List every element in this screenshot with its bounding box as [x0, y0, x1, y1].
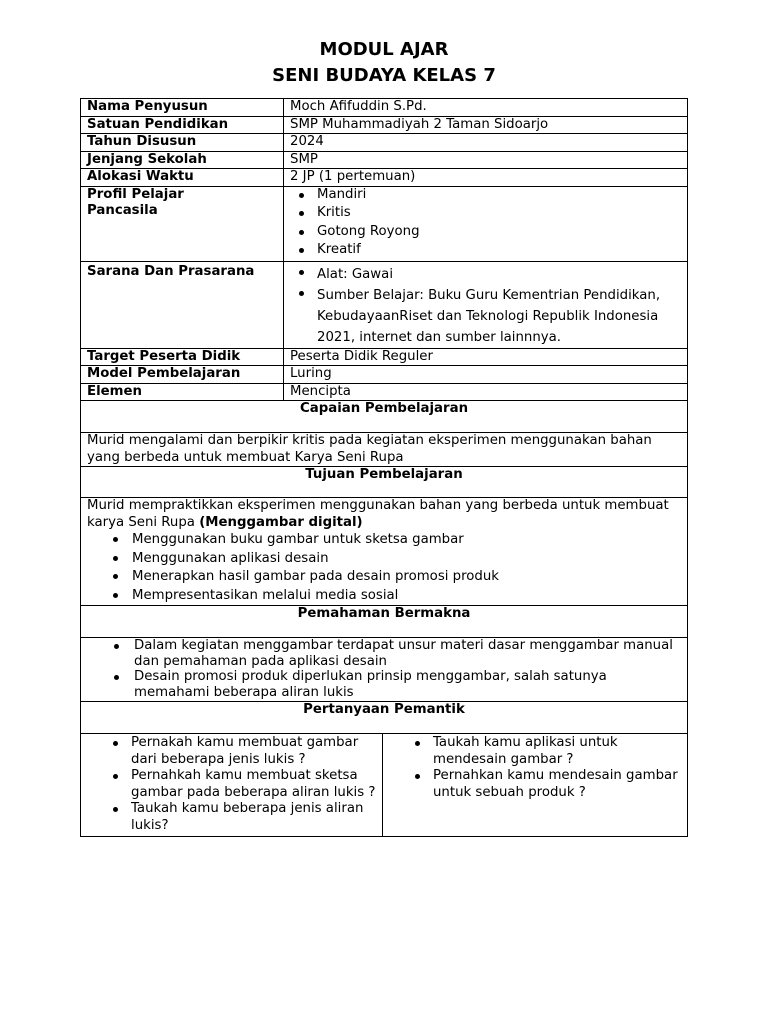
list-item: Gotong Royong: [290, 224, 681, 241]
value-satuan-pendidikan: SMP Muhammadiyah 2 Taman Sidoarjo: [284, 116, 688, 134]
list-item: Pernahkan kamu mendesain gambar untuk sebuah produk ?: [383, 768, 681, 801]
pertanyaan-content: [81, 734, 688, 837]
tujuan-heading: Tujuan Pembelajaran: [81, 467, 688, 498]
list-item: Dalam kegiatan menggambar terdapat unsur materi dasar menggambar manual dan pemahaman pada aplikasi desain: [87, 638, 681, 669]
pemahaman-heading: Pemahaman Bermakna: [81, 606, 688, 638]
list-item: Taukah kamu aplikasi untuk mendesain gambar ?: [383, 735, 681, 768]
label-jenjang-sekolah: Jenjang Sekolah: [81, 151, 284, 169]
list-item: Kritis: [290, 205, 681, 222]
list-item: Pernahkah kamu membuat sketsa gambar pada beberapa aliran lukis ?: [81, 768, 376, 801]
row-pertanyaan-heading: [81, 702, 688, 734]
list-item: Taukah kamu beberapa jenis aliran lukis?: [81, 801, 376, 834]
row-model-pembelajaran: [81, 366, 688, 384]
label-alokasi-waktu: Alokasi Waktu: [81, 169, 284, 187]
label-satuan-pendidikan: Satuan Pendidikan: [81, 116, 284, 134]
list-item: Alat: Gawai: [290, 264, 681, 285]
list-item: Menggunakan buku gambar untuk sketsa gambar: [87, 531, 681, 550]
list-item: Menerapkan hasil gambar pada desain promosi produk: [87, 568, 681, 587]
pertanyaan-heading: Pertanyaan Pemantik: [81, 702, 688, 734]
row-pertanyaan-content: [81, 734, 688, 837]
row-tujuan-heading: [81, 467, 688, 498]
label-elemen: Elemen: [81, 383, 284, 401]
value-jenjang-sekolah: SMP: [284, 151, 688, 169]
row-sarana: [81, 261, 688, 348]
row-capaian-text: [81, 433, 688, 467]
value-alokasi-waktu: 2 JP (1 pertemuan): [284, 169, 688, 187]
row-capaian-heading: [81, 401, 688, 433]
label-nama-penyusun: Nama Penyusun: [81, 99, 284, 117]
list-item: Mandiri: [290, 187, 681, 204]
value-tahun-disusun: 2024: [284, 134, 688, 152]
module-table: [80, 98, 688, 837]
pemahaman-content: [81, 638, 688, 702]
list-item: Menggunakan aplikasi desain: [87, 550, 681, 569]
list-item: Pernakah kamu membuat gambar dari beberapa jenis lukis ?: [81, 735, 376, 768]
value-target-peserta: Peserta Didik Reguler: [284, 348, 688, 366]
row-nama-penyusun: [81, 99, 688, 117]
label-tahun-disusun: Tahun Disusun: [81, 134, 284, 152]
label-model-pembelajaran: Model Pembelajaran: [81, 366, 284, 384]
value-sarana: [284, 261, 688, 348]
tujuan-text-bold: (Menggambar digital): [199, 514, 363, 530]
value-elemen: Mencipta: [284, 383, 688, 401]
tujuan-text-plain: Murid mempraktikkan eksperimen menggunakan bahan yang berbeda untuk membuat karya Seni Rupa: [87, 498, 669, 530]
list-item: Desain promosi produk diperlukan prinsip menggambar, salah satunya memahami beberapa aliran lukis: [87, 669, 681, 700]
tujuan-content: [81, 498, 688, 606]
label-sarana: Sarana Dan Prasarana: [81, 261, 284, 348]
list-item: Mempresentasikan melalui media sosial: [87, 587, 681, 606]
document-title: MODUL AJAR: [319, 39, 449, 60]
label-profil-line2: Pancasila: [87, 203, 158, 218]
row-satuan-pendidikan: [81, 116, 688, 134]
label-profil-line1: Profil Pelajar: [87, 186, 184, 202]
row-profil-pelajar: [81, 186, 688, 261]
list-item: Sumber Belajar: Buku Guru Kementrian Pendidikan, KebudayaanRiset dan Teknologi Republik Indonesia 2021, internet dan sumber lainnnya.: [290, 285, 681, 348]
row-alokasi-waktu: [81, 169, 688, 187]
capaian-text: Murid mengalami dan berpikir kritis pada kegiatan eksperimen menggunakan bahan yang berbeda untuk membuat Karya Seni Rupa: [81, 433, 688, 467]
row-tahun-disusun: [81, 134, 688, 152]
row-pemahaman-content: [81, 638, 688, 702]
value-model-pembelajaran: Luring: [284, 366, 688, 384]
value-profil-pelajar: [284, 186, 688, 261]
pertanyaan-left-column: [81, 734, 383, 836]
capaian-heading: Capaian Pembelajaran: [81, 401, 688, 433]
label-profil-pelajar: [81, 186, 284, 261]
pertanyaan-right-column: [383, 734, 688, 836]
label-target-peserta: Target Peserta Didik: [81, 348, 284, 366]
list-item: Kreatif: [290, 242, 681, 259]
value-nama-penyusun: Moch Afifuddin S.Pd.: [284, 99, 688, 117]
row-target-peserta: [81, 348, 688, 366]
row-elemen: [81, 383, 688, 401]
document-subtitle: SENI BUDAYA KELAS 7: [272, 65, 496, 86]
tujuan-text: [87, 498, 681, 531]
row-pemahaman-heading: [81, 606, 688, 638]
row-tujuan-content: [81, 498, 688, 606]
row-jenjang-sekolah: [81, 151, 688, 169]
